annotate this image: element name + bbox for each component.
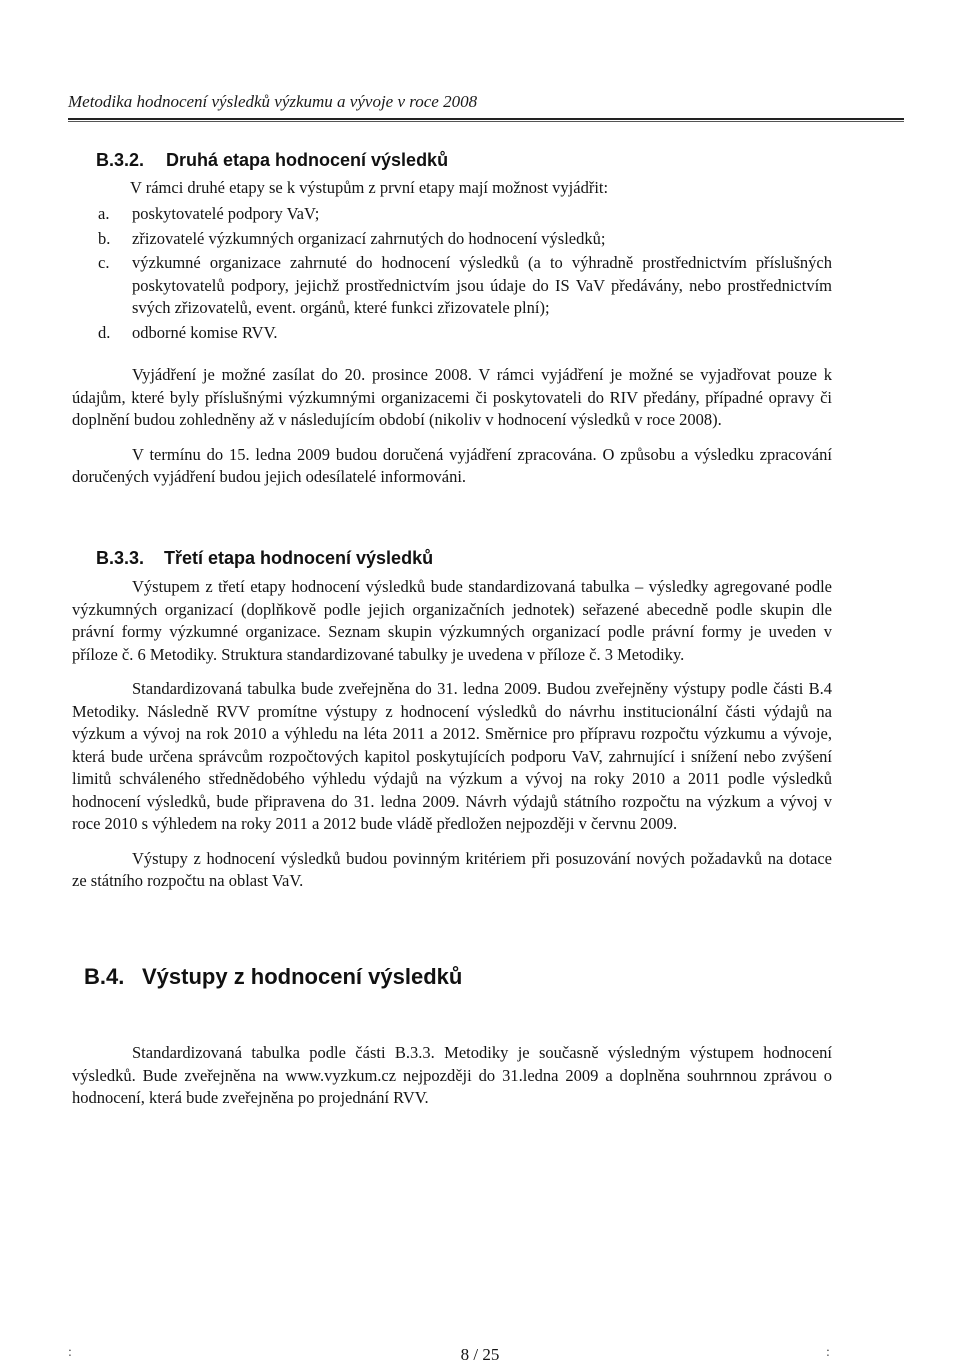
section-b4-body xyxy=(72,1042,832,1110)
list-item xyxy=(98,203,832,226)
section-heading-b333 xyxy=(96,548,433,569)
footer-right-mark: : xyxy=(826,1345,830,1360)
list-item xyxy=(98,228,832,251)
list-marker: a. xyxy=(98,204,110,223)
paragraph: Vyjádření je možné zasílat do 20. prosince 2008. V rámci vyjádření je možné se vyjadřovat pouze k údajům, které byly příslušnými výzkumnými organizacemi či poskytovateli do RIV předány, případné opravy či doplnění budou zohledněny až v následujícím období (nikoliv v hodnocení výsledků v roce 2008). xyxy=(72,365,832,429)
paragraph: Standardizovaná tabulka podle části B.3.3. Metodiky je současně výsledným výstupem hodnocení výsledků. Bude zveřejněna na www.vyzkum.cz nejpozději do 31.ledna 2009 a doplněna souhrnnou zprávou o hodnocení, která bude zveřejněna po projednání RVV. xyxy=(72,1043,832,1107)
paragraph: Výstupem z třetí etapy hodnocení výsledků bude standardizovaná tabulka – výsledky agregované podle výzkumných organizací (doplňkově podle jejich organizačních jednotek) seřazené abecedně podle skupin dle právní formy výzkumné organizace. Seznam skupin výzkumných organizací podle právní formy je uveden v příloze č. 6 Metodiky. Struktura standardizované tabulky je uvedena v příloze č. 3 Metodiky. xyxy=(72,577,832,664)
header-rule xyxy=(68,118,904,122)
page-number: 8 / 25 xyxy=(460,1345,500,1364)
footer-left-mark: : xyxy=(68,1345,72,1360)
section-number: B.4. xyxy=(84,964,125,989)
section-number: B.3.3. xyxy=(96,548,145,568)
list-marker: c. xyxy=(98,253,110,272)
section-heading-b4 xyxy=(84,964,462,990)
paragraph: Výstupy z hodnocení výsledků budou povinným kritériem při posuzování nových požadavků na dotace ze státního rozpočtu na oblast VaV. xyxy=(72,848,832,890)
section-b332-body xyxy=(72,364,832,489)
section-title: Druhá etapa hodnocení výsledků xyxy=(166,150,449,170)
section-b333-body xyxy=(72,576,832,893)
list-item-text: poskytovatelé podpory VaV; xyxy=(132,204,320,223)
list-item xyxy=(98,322,832,345)
section-number: B.3.2. xyxy=(96,150,145,170)
section-heading-b332 xyxy=(96,150,448,171)
section-title: Třetí etapa hodnocení výsledků xyxy=(164,548,434,568)
list-item-text: odborné komise RVV. xyxy=(132,322,278,342)
respondent-list xyxy=(98,203,832,346)
list-item-text: zřizovatelé výzkumných organizací zahrnutých do hodnocení výsledků; xyxy=(132,228,606,248)
section-intro: V rámci druhé etapy se k výstupům z první etapy mají možnost vyjádřit: xyxy=(130,178,609,197)
paragraph: Standardizovaná tabulka bude zveřejněna do 31. ledna 2009. Budou zveřejněny výstupy podle části B.4 Metodiky. Následně RVV promítne výstupy z hodnocení výsledků do návrhu institucionální části výdajů na výzkum a vývoj na rok 2010 a výhledu na léta 2011 a 2012. Směrnice pro přípravu rozpočtu výzkumu a vývoje, která bude určena správcům rozpočtových kapitol poskytujících podporu VaV, zahrnující i snížení nebo zvýšení limitů schváleného střednědobého výhledu výdajů na výzkum a vývoj na roky 2010 a 2011 podle výsledků hodnocení výsledků, bude připravena do 31. ledna 2009. Návrh výdajů státního rozpočtu na výzkum a vývoj v roce 2010 s výhledem na roky 2011 a 2012 bude vládě předložen nejpozději v červnu 2009. xyxy=(72,679,832,833)
section-title: Výstupy z hodnocení výsledků xyxy=(142,964,463,989)
list-item-text: výzkumné organizace zahrnuté do hodnocení výsledků (a to výhradně prostřednictvím příslušných poskytovatelů podpory, jejichž prostřednictvím jsou údaje do IS VaV předávány, nebo prostřednictvím svých zřizovatelů, event. orgánů, které funkci zřizovatele plní); xyxy=(132,253,832,317)
list-marker: b. xyxy=(98,228,111,248)
running-header: Metodika hodnocení výsledků výzkumu a vývoje v roce 2008 xyxy=(68,92,478,111)
list-item xyxy=(98,252,832,320)
paragraph: V termínu do 15. ledna 2009 budou doručená vyjádření zpracována. O způsobu a výsledku zpracování doručených vyjádření budou jejich odesílatelé informováni. xyxy=(72,444,832,486)
list-marker: d. xyxy=(98,322,111,342)
